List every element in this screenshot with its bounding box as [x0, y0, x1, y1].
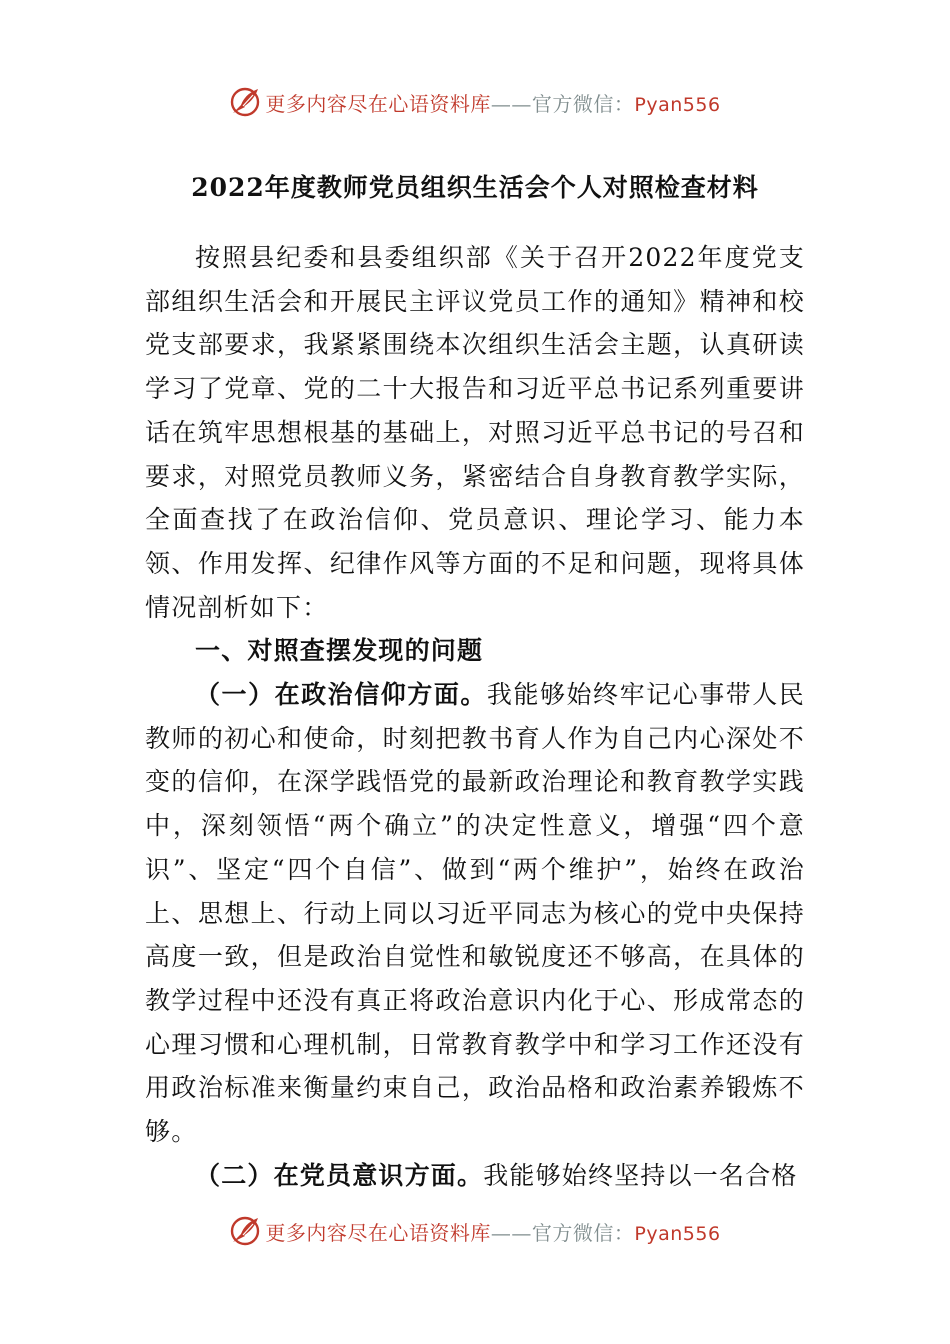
document-title: 2022年度教师党员组织生活会个人对照检查材料	[191, 173, 759, 202]
watermark-wechat-label: 官方微信：	[531, 1220, 635, 1245]
watermark-label: 更多内容尽在心语资料库	[265, 1220, 491, 1245]
watermark-dash: ——	[490, 91, 532, 116]
watermark-wechat-id: Pyan556	[634, 1222, 721, 1245]
watermark-label: 更多内容尽在心语资料库	[265, 91, 491, 116]
quill-pen-icon	[229, 86, 261, 118]
document-body	[145, 236, 805, 1197]
item-body-1: 我能够始终牢记心事带人民教师的初心和使命，时刻把教书育人作为自己内心深处不变的信仰，在深学践悟党的最新政治理论和教育教学实践中，深刻领悟“两个确立”的决定性意义，增强“四个意识”、坚定“四个自信”、做到“两个维护”，始终在政治上、思想上、行动上同以习近平同志为核心的党中央保持高度一致，但是政治自觉性和敏锐度还不够高，在具体的教学过程中还没有真正将政治意识内化于心、形成常态的心理习惯和心理机制，日常教育教学中和学习工作还没有用政治标准来衡量约束自己，政治品格和政治素养锻炼不够。	[145, 680, 806, 1147]
item-paragraph-1	[145, 673, 805, 1154]
item-lead-2: （二）在党员意识方面。	[195, 1160, 484, 1190]
intro-paragraph: 按照县纪委和县委组织部《关于召开2022年度党支部组织生活会和开展民主评议党员工作的通知》精神和校党支部要求，我紧紧围绕本次组织生活会主题，认真研读学习了党章、党的二十大报告和习近平总书记系列重要讲话在筑牢思想根基的基础上，对照习近平总书记的号召和要求，对照党员教师义务，紧密结合自身教育教学实际，全面查找了在政治信仰、党员意识、理论学习、能力本领、作用发挥、纪律作风等方面的不足和问题，现将具体情况剖析如下：	[145, 243, 805, 622]
watermark-banner-top	[0, 82, 950, 122]
watermark-text	[265, 1217, 720, 1246]
quill-pen-icon	[229, 1215, 261, 1247]
watermark-banner-bottom	[0, 1211, 950, 1251]
item-paragraph-2	[145, 1154, 805, 1198]
item-body-2: 我能够始终坚持以一名合格	[483, 1160, 798, 1190]
watermark-wechat-id: Pyan556	[634, 93, 721, 116]
section-heading: 一、对照查摆发现的问题	[195, 636, 484, 666]
watermark-wechat-label: 官方微信：	[531, 91, 635, 116]
item-lead-1: （一）在政治信仰方面。	[195, 680, 487, 710]
watermark-dash: ——	[490, 1220, 532, 1245]
watermark-text	[265, 88, 720, 117]
